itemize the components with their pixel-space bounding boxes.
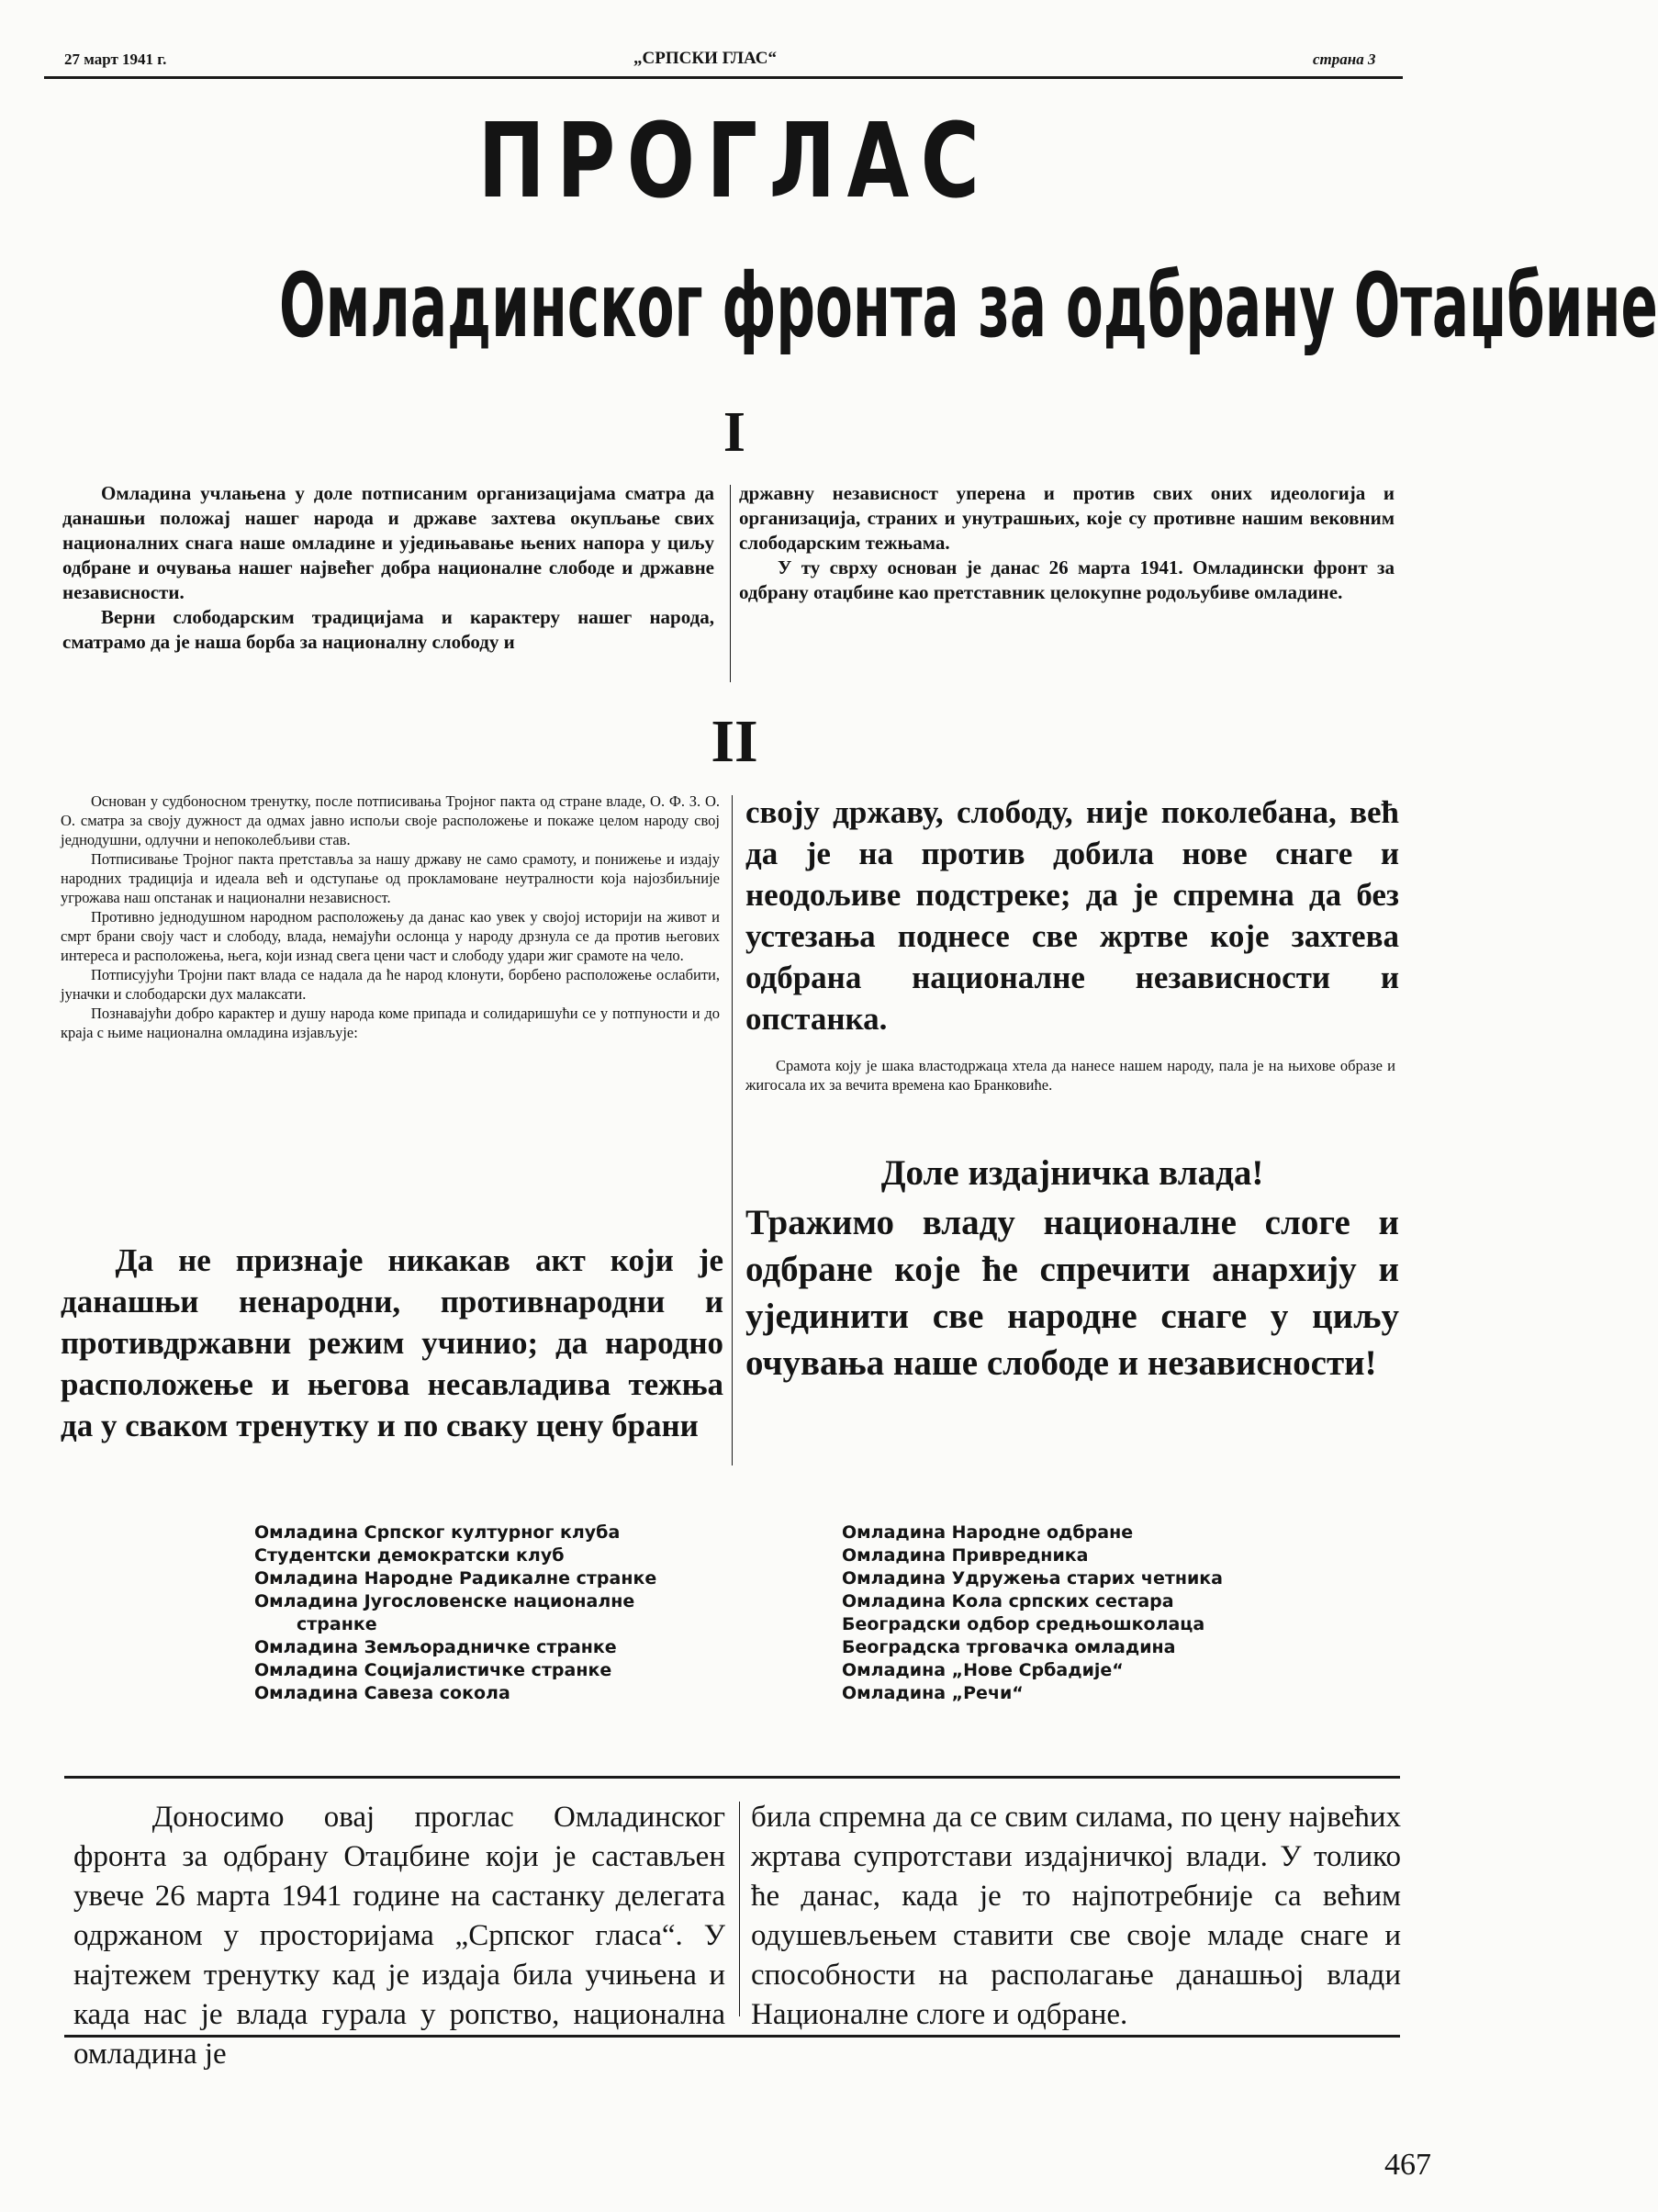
section-2-left-column <box>61 792 720 1042</box>
signatory: Омладина Југословенске националне <box>254 1591 635 1611</box>
proclamation-subtitle: Омладинског фронта за одбрану Отаџбине <box>279 254 1658 357</box>
signatory: странке <box>297 1614 377 1634</box>
declaration-text: Да не признаје никакав акт који је данашњи ненародни, противнародни и противдржавни режим учинио; да народно расположење и његова несавладива тежња да у сваком тренутку и по сваку цену брани <box>61 1242 723 1443</box>
paragraph: Потписивање Тројног пакта претставља за нашу државу не само срамоту, и понижење и издају народних традиција и идеала већ и одступање од прокламоване неутралности која најозбиљније угрожава наш опстанак и национални независност. <box>61 850 720 906</box>
paragraph: државну независност уперена и против свих оних идеологија и организација, страних и унутрашњих, које су противне нашим вековним слободарским тежњама. <box>739 482 1395 554</box>
header-date: 27 март 1941 г. <box>64 51 167 68</box>
header-page-label: страна 3 <box>1313 51 1376 68</box>
section-1-numeral: I <box>723 401 746 464</box>
paragraph: Срамота коју је шака властодржаца хтела да нанесе нашем народу, пала је на њихове образе и жигосала их за вечита времена као Бранковиће. <box>745 1057 1395 1094</box>
section-2-numeral: II <box>711 708 758 775</box>
closing-text: Доносимо овај проглас Омладинског фронта за одбрану Отаџбине који је састављен увече 26 марта 1941 године на састанку делегата одржаном у просторијама „Српског гласа“. У најтежем тренутку кад је издаја била учињена и када нас је влада гурала у ропство, национална омладина је <box>73 1801 725 2071</box>
section-1-left-column <box>62 481 714 655</box>
signatory: Омладина Кола српских сестара <box>842 1591 1174 1611</box>
header-paper-name: „СРПСКИ ГЛАС“ <box>633 49 778 68</box>
paragraph: Противно једнодушном народном расположењу да данас као увек у својој историји на живот и смрт брани своју част и слободу, влада, немајући ослонца у народу дрзнула се да против његових интереса и расположења, њега, који изнад свега цени част и слободу удари жиг срамоте на чело. <box>61 908 720 964</box>
column-divider <box>730 485 731 682</box>
signatory: Београдски одбор средњошколаца <box>842 1614 1205 1634</box>
paragraph: Познавајући добро карактер и душу народа коме припада и солидаришући се у потпуности и до краја с њиме национална омладина изјављује: <box>61 1005 720 1041</box>
paragraph: Омладина учлањена у доле потписаним организацијама сматра да данашњи положај нашег народа и државе захтева окупљање свих националних снага наше омладине и уједињавање њених напора у циљу одбране и очувања нашег највећег добра националне слободе и државне независности. <box>62 482 714 603</box>
signatory: Омладина Савеза сокола <box>254 1683 510 1703</box>
signatory: Омладина Народне Радикалне странке <box>254 1568 657 1589</box>
closing-left-column <box>73 1798 725 2074</box>
signatory: Омладина Социјалистичке странке <box>254 1660 612 1680</box>
slogan-down-with-government: Доле издајничка влада! <box>880 1153 1264 1193</box>
page-number: 467 <box>1384 2148 1431 2182</box>
signatories-right <box>842 1521 1319 1705</box>
proclamation-title: ПРОГЛАС <box>477 102 991 221</box>
signatory: Омладина Удружења старих четника <box>842 1568 1223 1589</box>
header-rule <box>44 76 1403 79</box>
column-divider <box>732 795 733 1465</box>
closing-rule-top <box>64 1776 1400 1779</box>
column-divider <box>739 1802 740 2016</box>
declaration-text: своју државу, слободу, није поколебана, већ да је на против добила нове снаге и неодољиве подстреке; да је спремна да без устезања поднесе све жртве које захтева одбрана националне независности и опстанка. <box>745 794 1399 1037</box>
signatory: Омладина Народне одбране <box>842 1522 1134 1543</box>
signatory: Омладина Земљорадничке странке <box>254 1637 617 1657</box>
section-2-right-declaration <box>745 792 1399 1039</box>
signatory: Омладина „Речи“ <box>842 1683 1024 1703</box>
paragraph: У ту сврху основан је данас 26 марта 1941. Омладински фронт за одбрану отаџбине као претставник целокупне родољубиве омладине. <box>739 556 1395 603</box>
signatory: Омладина „Нове Србадије“ <box>842 1660 1124 1680</box>
signatory: Омладина Српског културног клуба <box>254 1522 621 1543</box>
signatory: Студентски демократски клуб <box>254 1545 565 1566</box>
signatory: Омладина Привредника <box>842 1545 1089 1566</box>
closing-right-column <box>751 1798 1401 2035</box>
section-1-right-column <box>739 481 1395 605</box>
slogan-demand: Тражимо владу националне слоге и одбране које ће спречити анархију и ујединити све народне снаге у циљу очувања наше слободе и независности! <box>745 1203 1399 1383</box>
paragraph: Верни слободарским традицијама и карактеру нашег народа, сматрамо да је наша борба за националну слободу и <box>62 606 714 653</box>
paragraph: Потписујући Тројни пакт влада се надала да ће народ клонути, борбено расположење ослабити, јуначки и слободарски дух малаксати. <box>61 966 720 1003</box>
paragraph: Основан у судбоносном тренутку, после потписивања Тројног пакта од стране владе, О. Ф. З. О. О. сматра за своју дужност да одмах јавно испољи своје расположење и покаже целом народу свој једнодушни, одлучни и непоколебљиви став. <box>61 792 720 848</box>
signatories-left <box>254 1521 713 1705</box>
section-2-left-declaration <box>61 1240 723 1446</box>
closing-text: била спремна да се свим силама, по цену највећих жртава супротстави издајничкој влади. У толико ће данас, када је то најпотребније са већим одушевљењем ставити све своје младе снаге и способности на располагање данашњој влади Националне слоге и одбране. <box>751 1801 1401 2031</box>
section-2-right-note <box>745 1056 1395 1095</box>
signatory: Београдска трговачка омладина <box>842 1637 1176 1657</box>
